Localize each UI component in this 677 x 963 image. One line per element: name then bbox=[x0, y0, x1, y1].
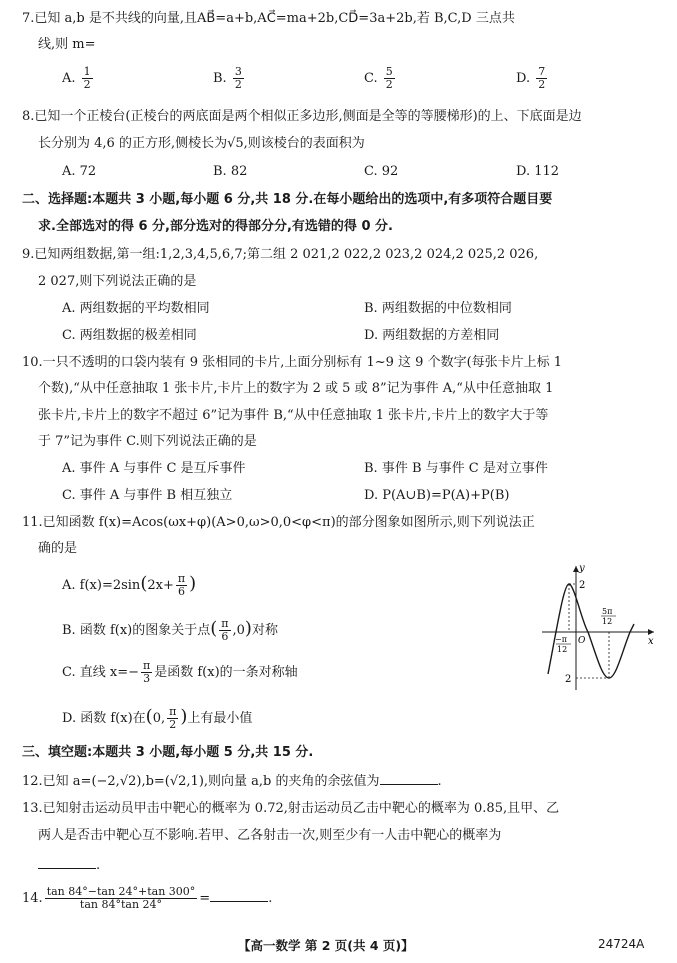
section2-heading-line1: 二、选择题:本题共 3 小题,每小题 6 分,共 18 分.在每小题给出的选项中,有多项符合题目要 bbox=[22, 192, 553, 207]
q7-line1: 7.已知 a,b 是不共线的向量,且AB⃗=a+b,AC⃗=ma+2b,CD⃗=3a+2b,若 B,C,D 三点共 bbox=[22, 11, 515, 26]
option-text: 是函数 f(x)的一条对称轴 bbox=[154, 665, 298, 680]
y-max-label: 2 bbox=[579, 580, 586, 591]
fraction-num: π bbox=[221, 617, 229, 630]
q9-line1: 9.已知两组数据,第一组:1,2,3,4,5,6,7;第二组 2 021,2 022,2 023,2 024,2 025,2 026, bbox=[22, 247, 539, 262]
option-text: C. 直线 x=− bbox=[62, 665, 139, 680]
q10-option-b: B. 事件 B 与事件 C 是对立事件 bbox=[364, 461, 548, 476]
option-label: C. bbox=[364, 71, 378, 86]
option-label: D. bbox=[516, 71, 531, 86]
q7-option-b bbox=[213, 66, 246, 91]
x-right-den: 12 bbox=[602, 617, 613, 626]
option-text: A. f(x)=2sin bbox=[62, 578, 141, 593]
page-footer: 【高一数学 第 2 页(共 4 页)】 bbox=[238, 938, 414, 953]
fraction bbox=[176, 573, 187, 598]
q9-option-b: B. 两组数据的中位数相同 bbox=[364, 301, 512, 316]
x-left-num: −π bbox=[555, 635, 567, 644]
y-axis-label: y bbox=[579, 563, 585, 574]
q13-line3 bbox=[38, 856, 100, 875]
fraction bbox=[219, 618, 230, 643]
fraction bbox=[141, 660, 152, 685]
q8-line2: 长分别为 4,6 的正方形,侧棱长为√5,则该棱台的表面积为 bbox=[38, 136, 365, 151]
answer-blank[interactable] bbox=[38, 856, 96, 869]
q10-line4: 于 7”记为事件 C.则下列说法正确的是 bbox=[38, 434, 257, 449]
fraction-den: 6 bbox=[177, 585, 185, 598]
fraction-den: 6 bbox=[221, 630, 229, 643]
q8-line1: 8.已知一个正棱台(正棱台的两底面是两个相似正多边形,侧面是全等的等腰梯形)的上、下底面是边 bbox=[22, 109, 582, 124]
q12-end: . bbox=[437, 774, 442, 789]
x-left-den: 12 bbox=[557, 645, 568, 654]
q8-option-b: B. 82 bbox=[213, 164, 248, 179]
fraction bbox=[233, 66, 244, 91]
y-min-label: 2 bbox=[565, 674, 572, 685]
q11-option-b: B. 函数 f(x)的图象关于点( $\frac{\pi}{6}$ ,0)对称 bbox=[62, 617, 278, 643]
fraction-num: π bbox=[169, 705, 177, 718]
q10-line2: 个数),“从中任意抽取 1 张卡片,卡片上的数字为 2 或 5 或 8”记为事件 A,“从中任意抽取 1 bbox=[38, 381, 554, 396]
answer-blank[interactable] bbox=[210, 889, 268, 902]
q7-option-c bbox=[364, 66, 397, 91]
fraction bbox=[536, 66, 547, 91]
q11-option-c bbox=[62, 660, 298, 685]
q14-end: . bbox=[268, 891, 273, 906]
option-label: A. bbox=[62, 71, 76, 86]
x-axis-label: x bbox=[648, 636, 654, 647]
q7-option-a bbox=[62, 66, 95, 91]
option-text: 上有最小值 bbox=[187, 711, 253, 726]
cosine-curve bbox=[548, 584, 634, 678]
q7-line2: 线,则 m= bbox=[38, 37, 96, 52]
fraction-num: π bbox=[143, 659, 151, 672]
fraction bbox=[82, 66, 93, 91]
q14-fraction bbox=[45, 886, 198, 911]
fraction bbox=[167, 706, 178, 731]
q12-text: 12.已知 a=(−2,√2),b=(√2,1),则向量 a,b 的夹角的余弦值为 bbox=[22, 774, 380, 789]
fraction-num: π bbox=[177, 572, 186, 585]
q10-option-d: D. P(A∪B)=P(A)+P(B) bbox=[364, 488, 510, 503]
x-right-num: 5π bbox=[602, 607, 613, 616]
fraction-den: 2 bbox=[169, 718, 177, 731]
q8-option-a: A. 72 bbox=[62, 164, 97, 179]
option-text: 2x+ bbox=[147, 578, 174, 593]
answer-blank[interactable] bbox=[380, 772, 438, 785]
q14-equals: = bbox=[199, 891, 211, 906]
paper-code: 24724A bbox=[598, 937, 645, 951]
option-text: B. 函数 f(x)的图象关于点 bbox=[62, 623, 211, 638]
fraction-num: 1 bbox=[83, 65, 91, 78]
q9-option-c: C. 两组数据的极差相同 bbox=[62, 328, 197, 343]
q14-prefix: 14. bbox=[22, 891, 43, 906]
option-text: 0, bbox=[152, 711, 166, 726]
q11-option-d: D. 函数 f(x)在(0, $\frac{\pi}{2}$ )上有最小值 bbox=[62, 705, 253, 731]
origin-label: O bbox=[578, 636, 586, 646]
fraction-den: 2 bbox=[538, 78, 546, 91]
fraction bbox=[384, 66, 395, 91]
option-text: 对称 bbox=[251, 623, 278, 638]
fraction-num: tan 84°−tan 24°+tan 300° bbox=[46, 885, 196, 898]
fraction-den: 3 bbox=[143, 672, 151, 685]
fraction-den: 2 bbox=[83, 78, 91, 91]
section2-heading-line2: 求.全部选对的得 6 分,部分选对的得部分分,有选错的得 0 分. bbox=[38, 219, 393, 234]
q11-line2: 确的是 bbox=[38, 541, 78, 556]
q11-option-a: A. f(x)=2sin(2x+ $\frac{\pi}{6}$ ) bbox=[62, 572, 197, 598]
q14-line bbox=[22, 886, 272, 911]
q10-option-c: C. 事件 A 与事件 B 相互独立 bbox=[62, 488, 233, 503]
q10-line3: 张卡片,卡片上的数字不超过 6”记为事件 B,“从中任意抽取 1 张卡片,卡片上的数字大于等 bbox=[38, 408, 549, 423]
x-axis-arrow-icon bbox=[648, 629, 654, 635]
q10-option-a: A. 事件 A 与事件 C 是互斥事件 bbox=[62, 461, 246, 476]
q9-option-d: D. 两组数据的方差相同 bbox=[364, 328, 500, 343]
q11-function-graph bbox=[538, 562, 658, 692]
option-text: ,0 bbox=[232, 623, 245, 638]
q13-line2: 两人是否击中靶心互不影响.若甲、乙各射击一次,则至少有一人击中靶心的概率为 bbox=[38, 828, 502, 843]
q13-end: . bbox=[96, 858, 101, 873]
fraction-den: tan 84°tan 24° bbox=[79, 898, 163, 911]
fraction-num: 3 bbox=[234, 65, 242, 78]
fraction-den: 2 bbox=[385, 78, 393, 91]
option-label: B. bbox=[213, 71, 227, 86]
q9-line2: 2 027,则下列说法正确的是 bbox=[38, 274, 197, 289]
option-text: D. 函数 f(x)在 bbox=[62, 711, 146, 726]
fraction-den: 2 bbox=[234, 78, 242, 91]
q11-line1: 11.已知函数 f(x)=Acos(ωx+φ)(A>0,ω>0,0<φ<π)的部分图象如图所示,则下列说法正 bbox=[22, 515, 535, 530]
q8-option-d: D. 112 bbox=[516, 164, 560, 179]
q13-line1: 13.已知射击运动员甲击中靶心的概率为 0.72,射击运动员乙击中靶心的概率为 0.85,且甲、乙 bbox=[22, 801, 560, 816]
q7-option-d bbox=[516, 66, 549, 91]
q8-option-c: C. 92 bbox=[364, 164, 399, 179]
q10-line1: 10.一只不透明的口袋内装有 9 张相同的卡片,上面分别标有 1~9 这 9 个数字(每张卡片上标 1 bbox=[22, 355, 563, 370]
q9-option-a: A. 两组数据的平均数相同 bbox=[62, 301, 210, 316]
fraction-num: 5 bbox=[385, 65, 393, 78]
fraction-num: 7 bbox=[538, 65, 546, 78]
section3-heading: 三、填空题:本题共 3 小题,每小题 5 分,共 15 分. bbox=[22, 745, 314, 760]
q12-line bbox=[22, 772, 442, 791]
